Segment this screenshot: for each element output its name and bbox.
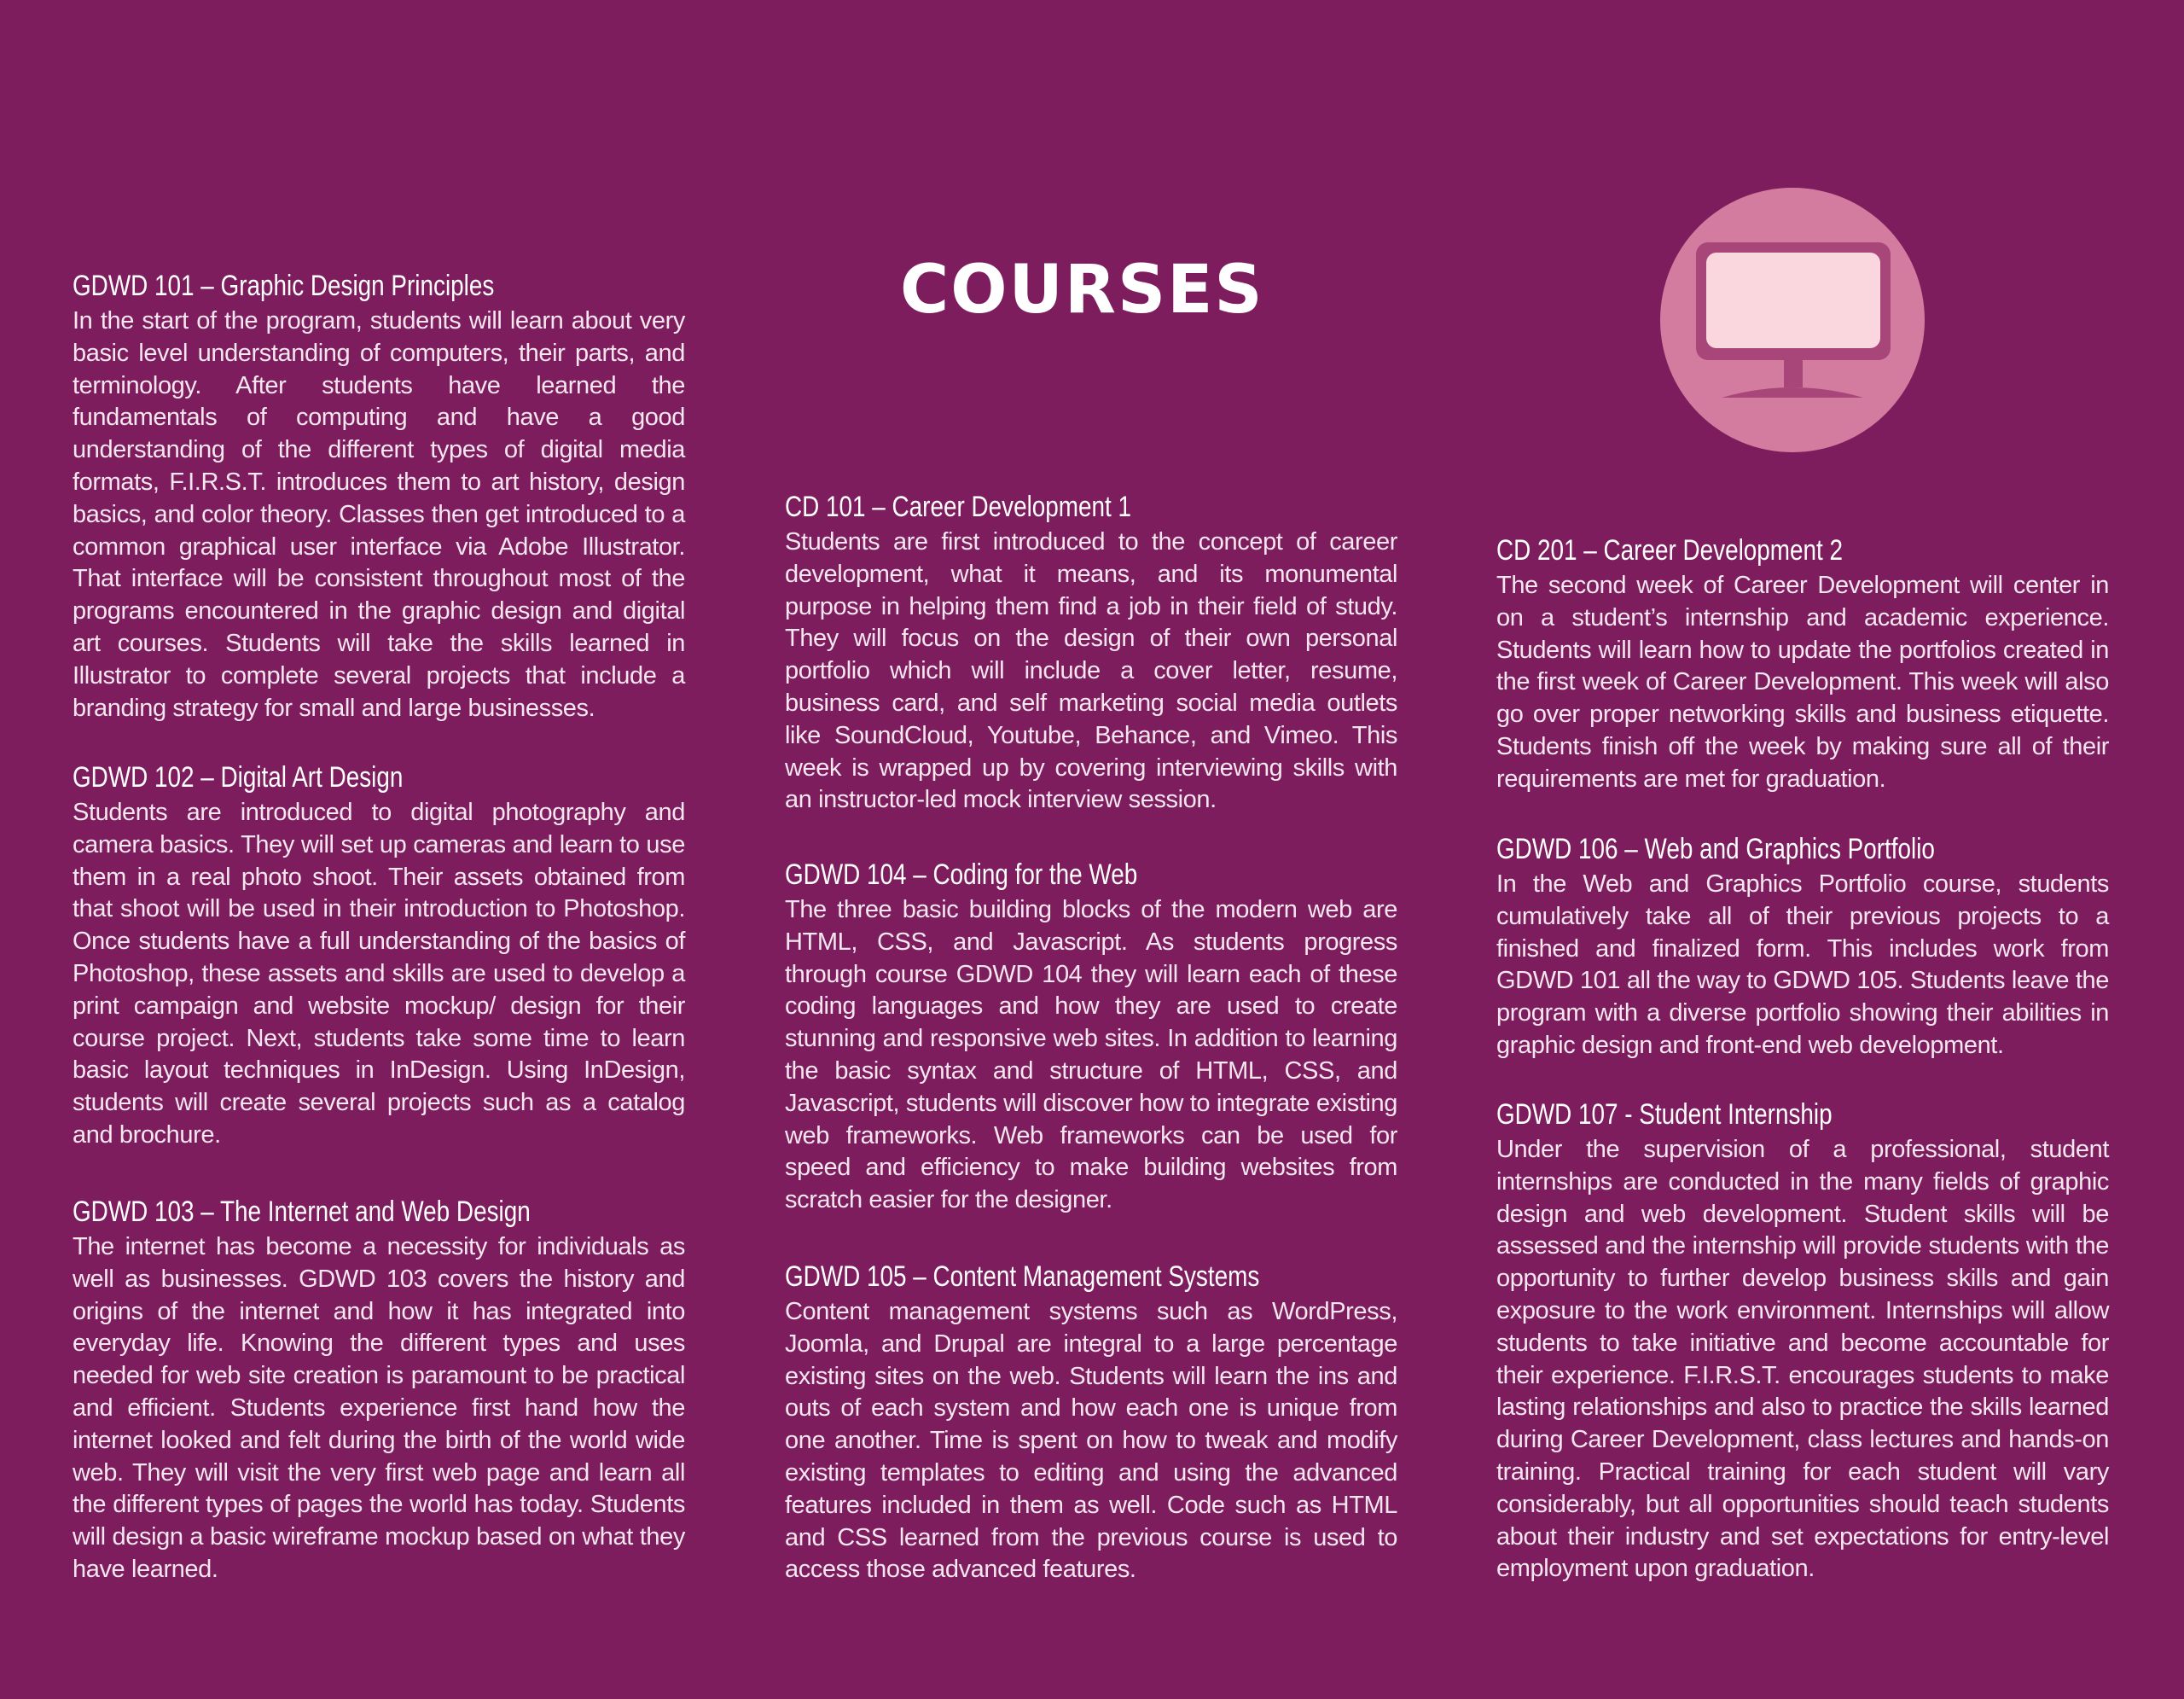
course-description: Students are introduced to digital photography and camera basics. They will set up cameras and learn to use them in a real photo shoot. Their assets obtained from that shoot will be used in their introduction to Photoshop. Once students have a full understanding of the basics of Photoshop, these assets and skills are used to develop a print campaign and website mockup/ design for their course project. Next, students take some time to learn basic layout techniques in InDesign. Using InDesign, students will create several projects such as a catalog and brochure. [73,799,685,1149]
course-gdwd-105 [785,1257,1397,1586]
course-heading: GDWD 106 – Web and Graphics Portfolio [1496,833,1935,865]
course-description: The second week of Career Development will center in on a student’s internship and academic experience. Students will learn how to update the portfolios created in the first week of Career Development. This week will also go over proper networking skills and business etiquette. Students finish off the week by making sure all of their requirements are met for graduation. [1496,572,2109,793]
course-gdwd-104 [785,855,1397,1217]
page-title: COURSES [900,252,1264,329]
course-description: In the Web and Graphics Portfolio course, students cumulatively take all of their previous projects to a finished and finalized form. This includes work from GDWD 101 all the way to GDWD 105. Students leave the program with a diverse portfolio showing their abilities in graphic design and front-end web development. [1496,870,2109,1059]
course-heading: GDWD 103 – The Internet and Web Design [73,1196,531,1228]
course-gdwd-101 [73,266,685,724]
course-gdwd-106 [1496,829,2109,1062]
course-heading: CD 201 – Career Development 2 [1496,534,1844,567]
course-description: Students are first introduced to the concept of career development, what it means, and its monumental purpose in helping them find a job in their field of study. They will focus on the design of their own personal portfolio which will include a cover letter, resume, business card, and self marketing social media outlets like SoundCloud, Youtube, Behance, and Vimeo. This week is wrapped up by covering interviewing skills with an instructor-led mock interview session. [785,528,1397,814]
course-description: In the start of the program, students will learn about very basic level understanding of computers, their parts, and terminology. After students have learned the fundamentals of computing and have a good understanding of the different types of digital media formats, F.I.R.S.T. introduces them to art history, design basics, and color theory. Classes then get introduced to a common graphical user interface via Adobe Illustrator. That interface will be consistent throughout most of the programs encountered in the graphic design and digital art courses. Students will take the skills learned in Illustrator to complete several projects that include a branding strategy for small and large businesses. [73,307,685,722]
course-heading: GDWD 101 – Graphic Design Principles [73,270,495,302]
course-cd-101 [785,487,1397,817]
monitor-screen [1706,253,1880,348]
course-description: Under the supervision of a professional, student internships are conducted in the many fields of graphic design and web development. Student skills will be assessed and the internship will provide students with the opportunity to further develop business skills and gain exposure to the work environment. Internships will allow students to take initiative and become accountable for their experience. F.I.R.S.T. encourages students to make lasting relationships and also to practice the skills learned during Career Development, class lectures and hands-on training. Practical training for each student will vary considerably, but all opportunities should teach students about their industry and set expectations for entry-level employment upon graduation. [1496,1136,2109,1583]
course-heading: GDWD 104 – Coding for the Web [785,858,1138,891]
monitor-neck [1784,360,1803,387]
course-cd-201 [1496,531,2109,796]
course-heading: GDWD 105 – Content Management Systems [785,1260,1260,1293]
course-description: The internet has become a necessity for individuals as well as businesses. GDWD 103 covers the history and origins of the internet and how it has integrated into everyday life. Knowing the different types and uses needed for web site creation is paramount to be practical and efficient. Students experience first hand how the internet looked and felt during the birth of the world wide web. They will visit the very first web page and learn all the different types of pages the world has today. Students will design a basic wireframe mockup based on what they have learned. [73,1233,685,1583]
course-heading: GDWD 102 – Digital Art Design [73,761,404,794]
course-heading: GDWD 107 - Student Internship [1496,1098,1833,1131]
monitor-icon [1660,188,1925,452]
course-description: Content management systems such as WordPress, Joomla, and Drupal are integral to a large percentage existing sites on the web. Students will learn the ins and outs of each system and how each one is unique from one another. Time is spent on how to tweak and modify existing templates to editing and using the advanced features included in them as well. Code such as HTML and CSS learned from the previous course is used to access those advanced features. [785,1298,1397,1584]
course-heading: CD 101 – Career Development 1 [785,491,1132,523]
course-description: The three basic building blocks of the modern web are HTML, CSS, and Javascript. As students progress through course GDWD 104 they will learn each of these coding languages and how they are used to create stunning and responsive web sites. In addition to learning the basic syntax and structure of HTML, CSS, and Javascript, students will discover how to integrate existing web frameworks. Web frameworks can be used for speed and efficiency to make building websites from scratch easier for the designer. [785,896,1397,1214]
course-gdwd-107 [1496,1095,2109,1586]
course-gdwd-103 [73,1192,685,1586]
course-gdwd-102 [73,758,685,1152]
